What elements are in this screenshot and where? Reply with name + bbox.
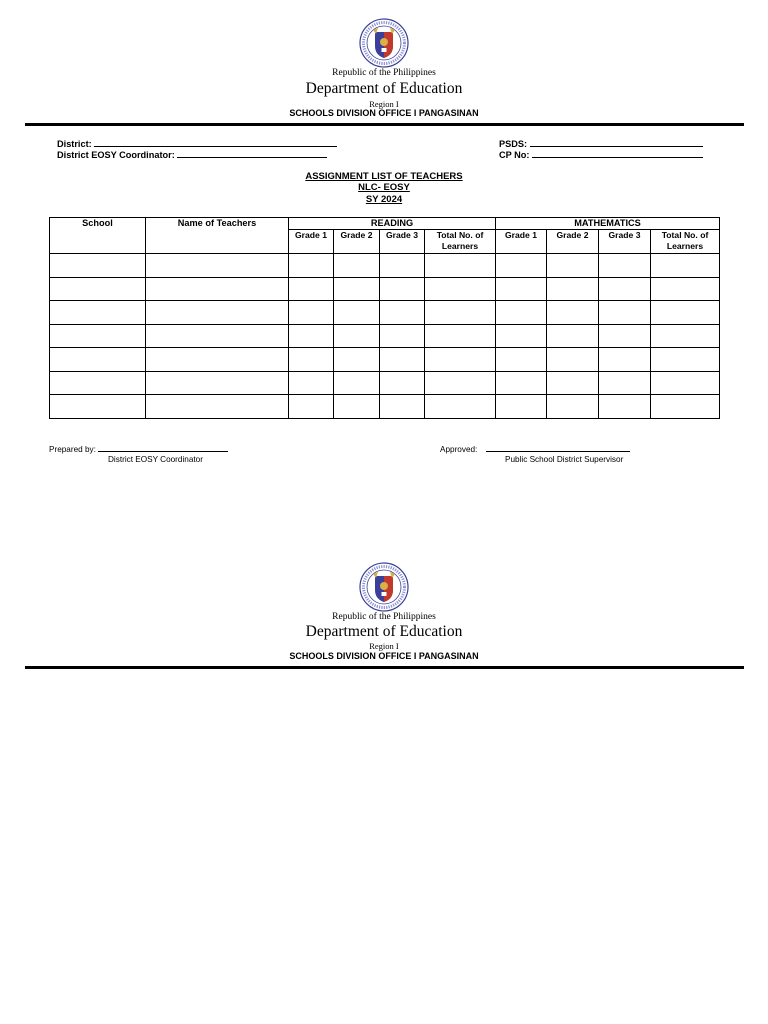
table-cell[interactable]	[651, 371, 720, 395]
table-cell[interactable]	[334, 324, 380, 348]
table-cell[interactable]	[651, 277, 720, 301]
table-cell[interactable]	[496, 324, 547, 348]
table-cell[interactable]	[380, 395, 425, 419]
table-cell[interactable]	[146, 254, 289, 278]
approved-label: Approved:	[440, 445, 478, 454]
republic-text-2: Republic of the Philippines	[332, 612, 436, 622]
table-cell[interactable]	[599, 254, 651, 278]
table-cell[interactable]	[289, 395, 334, 419]
table-cell[interactable]	[547, 371, 599, 395]
table-row	[50, 277, 720, 301]
table-cell[interactable]	[289, 254, 334, 278]
table-cell[interactable]	[547, 254, 599, 278]
table-cell[interactable]	[146, 348, 289, 372]
table-cell[interactable]	[334, 277, 380, 301]
table-cell[interactable]	[289, 301, 334, 325]
table-cell[interactable]	[651, 301, 720, 325]
deped-seal	[359, 18, 409, 68]
table-cell[interactable]	[380, 277, 425, 301]
table-cell[interactable]	[547, 348, 599, 372]
table-cell[interactable]	[496, 301, 547, 325]
table-cell[interactable]	[334, 395, 380, 419]
table-row	[50, 371, 720, 395]
approved-field	[440, 443, 630, 454]
table-cell[interactable]	[50, 348, 146, 372]
table-cell[interactable]	[651, 254, 720, 278]
table-cell[interactable]	[547, 395, 599, 419]
table-cell[interactable]	[599, 301, 651, 325]
table-cell[interactable]	[146, 324, 289, 348]
table-row	[50, 348, 720, 372]
table-cell[interactable]	[380, 301, 425, 325]
table-cell[interactable]	[146, 371, 289, 395]
table-cell[interactable]	[425, 277, 496, 301]
header-teachers: Name of Teachers	[146, 218, 289, 254]
approved-blank	[486, 443, 630, 452]
table-cell[interactable]	[599, 324, 651, 348]
table-body	[50, 254, 720, 419]
cp-no-label: CP No:	[499, 150, 530, 160]
header-divider	[25, 123, 744, 126]
header-reading: READING	[289, 218, 496, 230]
header-math-grade3: Grade 3	[599, 230, 651, 254]
region-text-2: Region I	[369, 641, 399, 651]
header-reading-grade1: Grade 1	[289, 230, 334, 254]
table-cell[interactable]	[380, 324, 425, 348]
table-cell[interactable]	[289, 277, 334, 301]
table-cell[interactable]	[496, 254, 547, 278]
table-cell[interactable]	[599, 348, 651, 372]
table-row	[50, 301, 720, 325]
table-cell[interactable]	[496, 348, 547, 372]
republic-text: Republic of the Philippines	[332, 68, 436, 78]
prepared-by-label: Prepared by:	[49, 445, 96, 454]
table-cell[interactable]	[425, 395, 496, 419]
header-reading-total: Total No. of Learners	[425, 230, 496, 254]
table-cell[interactable]	[496, 277, 547, 301]
department-title-2: Department of Education	[305, 623, 463, 640]
cp-no-blank	[532, 148, 703, 158]
table-cell[interactable]	[50, 395, 146, 419]
table-cell[interactable]	[547, 324, 599, 348]
district-blank	[94, 137, 337, 147]
header-reading-grade2: Grade 2	[334, 230, 380, 254]
table-cell[interactable]	[380, 348, 425, 372]
header-school: School	[50, 218, 146, 254]
table-cell[interactable]	[425, 348, 496, 372]
table-cell[interactable]	[496, 371, 547, 395]
table-cell[interactable]	[547, 301, 599, 325]
table-cell[interactable]	[146, 301, 289, 325]
prepared-by-field	[49, 443, 228, 454]
assignment-table	[49, 217, 720, 419]
table-cell[interactable]	[289, 348, 334, 372]
table-cell[interactable]	[289, 371, 334, 395]
header-reading-grade3: Grade 3	[380, 230, 425, 254]
table-cell[interactable]	[334, 254, 380, 278]
header-math-grade2: Grade 2	[547, 230, 599, 254]
table-cell[interactable]	[334, 371, 380, 395]
form-subtitle: NLC- EOSY	[358, 182, 410, 193]
header-mathematics: MATHEMATICS	[496, 218, 720, 230]
table-cell[interactable]	[146, 395, 289, 419]
approved-role: Public School District Supervisor	[505, 455, 624, 464]
prepared-by-role: District EOSY Coordinator	[108, 455, 203, 464]
header-math-total: Total No. of Learners	[651, 230, 720, 254]
table-cell[interactable]	[50, 301, 146, 325]
table-cell[interactable]	[50, 371, 146, 395]
header-math-grade1: Grade 1	[496, 230, 547, 254]
table-cell[interactable]	[146, 277, 289, 301]
table-cell[interactable]	[425, 324, 496, 348]
table-cell[interactable]	[425, 371, 496, 395]
table-cell[interactable]	[599, 277, 651, 301]
table-row	[50, 324, 720, 348]
table-cell[interactable]	[599, 371, 651, 395]
table-cell[interactable]	[547, 277, 599, 301]
table-cell[interactable]	[425, 254, 496, 278]
table-cell[interactable]	[651, 324, 720, 348]
form-title: ASSIGNMENT LIST OF TEACHERS	[305, 171, 463, 182]
table-row	[50, 395, 720, 419]
prepared-by-blank	[98, 443, 228, 452]
table-cell[interactable]	[289, 324, 334, 348]
table-cell[interactable]	[651, 348, 720, 372]
table-cell[interactable]	[50, 324, 146, 348]
table-cell[interactable]	[50, 277, 146, 301]
coordinator-label: District EOSY Coordinator:	[57, 150, 175, 160]
division-office-text-2: SCHOOLS DIVISION OFFICE I PANGASINAN	[289, 651, 479, 661]
table-cell[interactable]	[651, 395, 720, 419]
table-cell[interactable]	[599, 395, 651, 419]
table-cell[interactable]	[334, 301, 380, 325]
cp-no-field	[499, 148, 703, 160]
table-cell[interactable]	[425, 301, 496, 325]
division-office-text: SCHOOLS DIVISION OFFICE I PANGASINAN	[289, 108, 479, 118]
psds-blank	[530, 137, 703, 147]
department-title: Department of Education	[305, 80, 463, 97]
table-cell[interactable]	[496, 395, 547, 419]
table-cell[interactable]	[50, 254, 146, 278]
table-cell[interactable]	[380, 371, 425, 395]
region-text: Region I	[369, 99, 399, 109]
deped-seal-2	[359, 562, 409, 612]
school-year: SY 2024	[365, 194, 403, 205]
coordinator-field	[57, 148, 327, 160]
district-label: District:	[57, 139, 92, 149]
coordinator-blank	[177, 148, 327, 158]
header-divider-2	[25, 666, 744, 669]
table-cell[interactable]	[334, 348, 380, 372]
psds-label: PSDS:	[499, 139, 528, 149]
table-row	[50, 254, 720, 278]
table-cell[interactable]	[380, 254, 425, 278]
